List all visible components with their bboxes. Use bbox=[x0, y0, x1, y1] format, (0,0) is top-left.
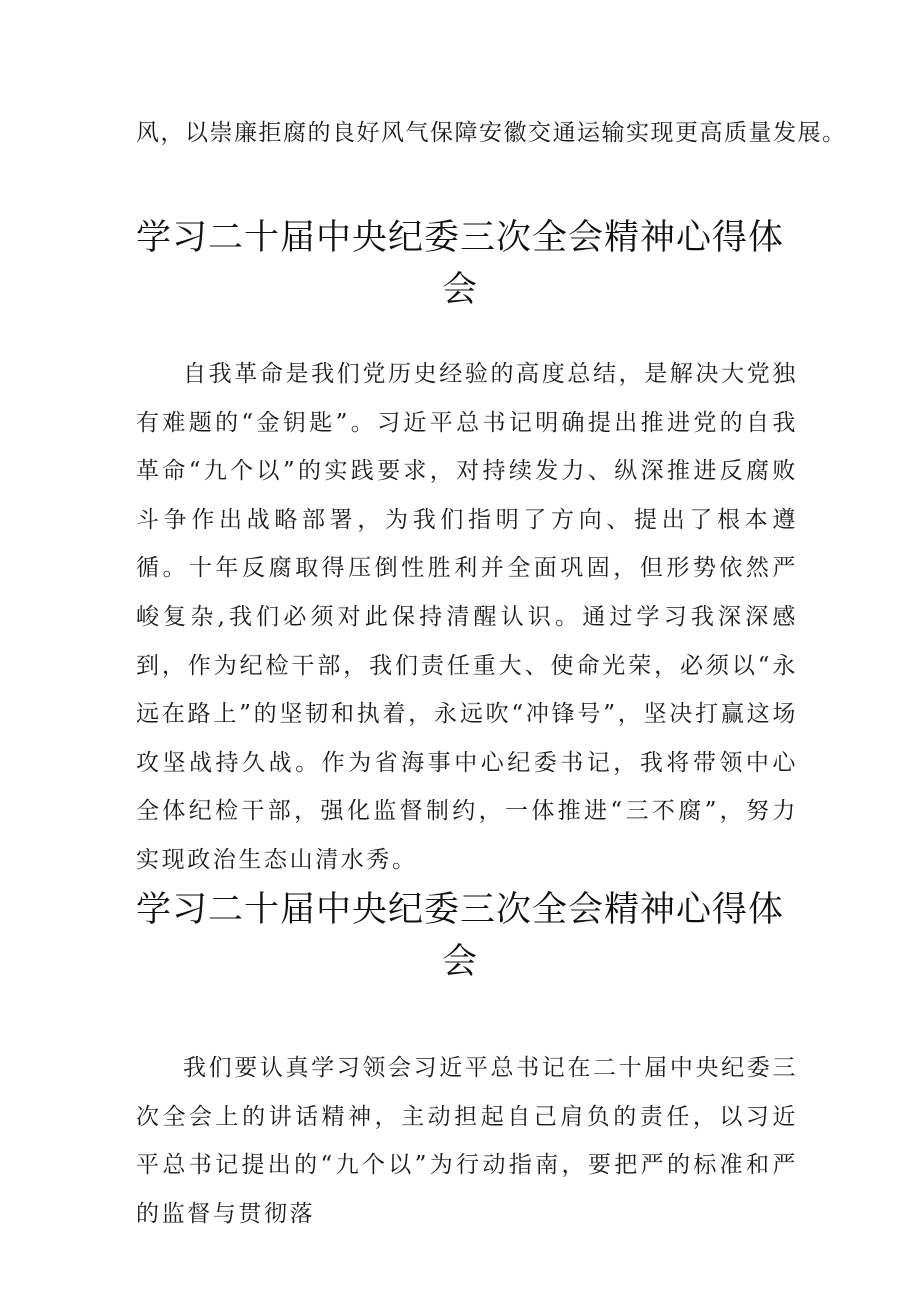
section-title-2: 学习二十届中央纪委三次全会精神心得体会 bbox=[135, 890, 784, 982]
section-paragraph-1: 自我革命是我们党历史经验的高度总结，是解决大党独有难题的“金钥匙”。习近平总书记明确提出推进党的自我革命“九个以”的实践要求，对持续发力、纵深推进反腐败斗争作出战略部署，为我们指明了方向、提出了根本遵循。十年反腐取得压倒性胜利并全面巩固，但形势依然严峻复杂,我们必须对此保持清醒认识。通过学习我深深感到，作为纪检干部，我们责任重大、使命光荣，必须以“永远在路上”的坚韧和执着，永远吹“冲锋号”，坚决打赢这场攻坚战持久战。作为省海事中心纪委书记，我将带领中心全体纪检干部，强化监督制约，一体推进“三不腐”，努力实现政治生态山清水秀。 bbox=[136, 361, 798, 873]
section-title-1: 学习二十届中央纪委三次全会精神心得体会 bbox=[135, 218, 784, 310]
continuation-text: 风，以崇廉拒腐的良好风气保障安徽交通运输实现更高质量发展。 bbox=[136, 120, 847, 146]
section-paragraph-2: 我们要认真学习领会习近平总书记在二十届中央纪委三次全会上的讲话精神，主动担起自己肩负的责任，以习近平总书记提出的“九个以”为行动指南，要把严的标准和严的监督与贯彻落 bbox=[136, 1055, 798, 1227]
